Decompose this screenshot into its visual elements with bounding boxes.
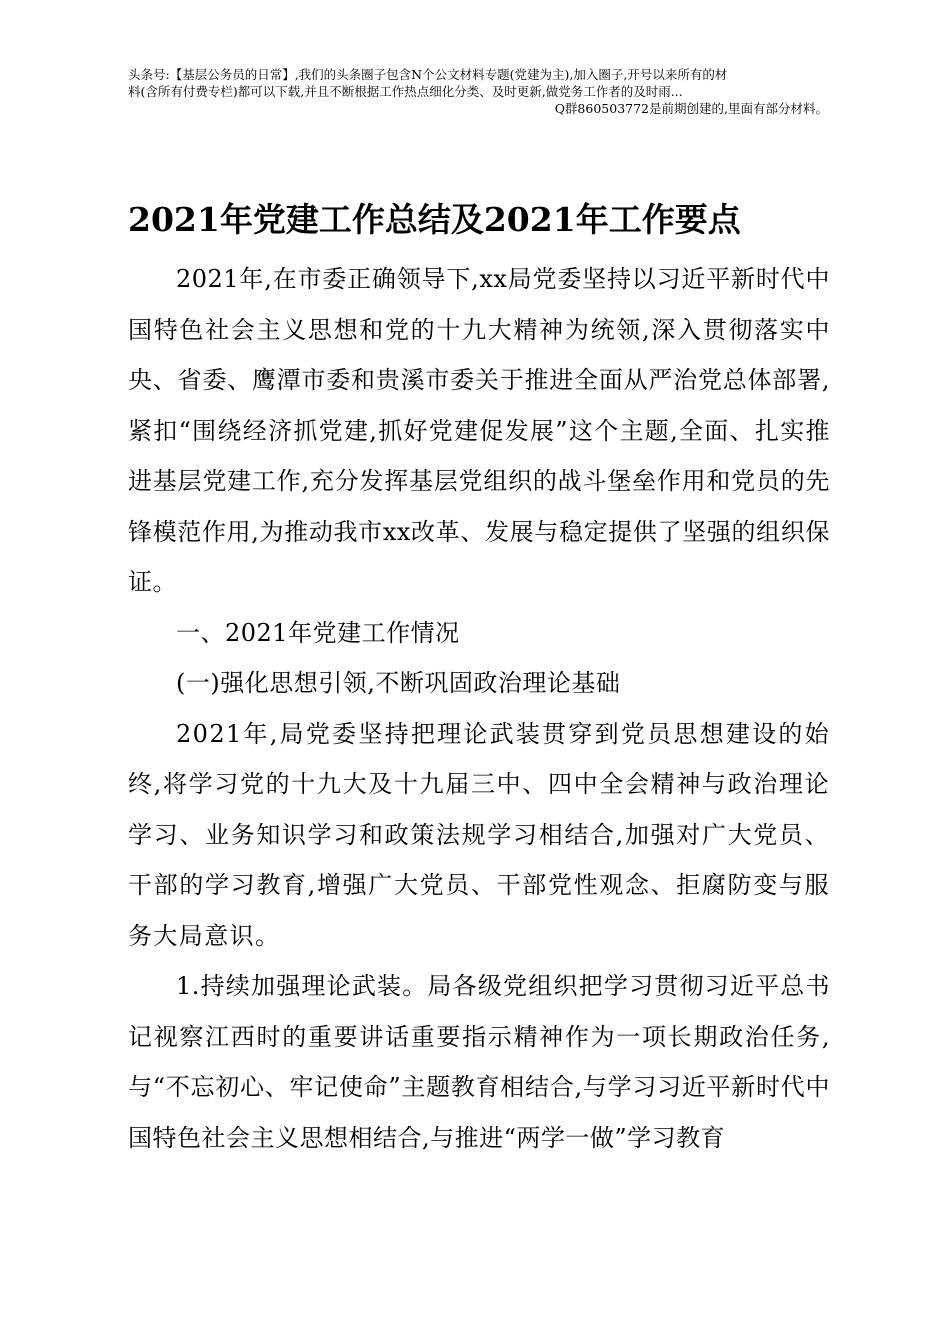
header-note-line-2: 料(含所有付费专栏)都可以下载,并且不断根据工作热点细化分类、及时更新,做党务工作者的及时雨... bbox=[128, 84, 683, 99]
paragraph-thought-leadership: 2021年,局党委坚持把理论武装贯穿到党员思想建设的始终,将学习党的十九大及十九届三中、四中全会精神与政治理论学习、业务知识学习和政策法规学习相结合,加强对广大党员、干部的学习教育,增强广大党员、干部党性观念、拒腐防变与服务大局意识。 bbox=[128, 719, 830, 950]
paragraph-theory-study: 1.持续加强理论武装。局各级党组织把学习贯彻习近平总书记视察江西时的重要讲话重要指示精神作为一项长期政治任务,与“不忘初心、牢记使命”主题教育相结合,与学习习近平新时代中国特色社会主义思想相结合,与推进“两学一做”学习教育 bbox=[128, 972, 830, 1152]
section-heading-1: 一、2021年党建工作情况 bbox=[176, 618, 460, 647]
header-note-line-1: 头条号:【基层公务员的日常】,我们的头条圈子包含N个公文材料专题(党建为主),加入圈子,开号以来所有的材 bbox=[128, 67, 728, 82]
header-note-line-3: Q群860503772是前期创建的,里面有部分材料。 bbox=[554, 101, 828, 116]
document-body bbox=[128, 254, 830, 1163]
subsection-heading-1: (一)强化思想引领,不断巩固政治理论基础 bbox=[176, 669, 621, 697]
header-note bbox=[128, 66, 828, 117]
document-title: 2021年党建工作总结及2021年工作要点 bbox=[128, 200, 741, 239]
paragraph-intro: 2021年,在市委正确领导下,xx局党委坚持以习近平新时代中国特色社会主义思想和党的十九大精神为统领,深入贯彻落实中央、省委、鹰潭市委和贵溪市委关于推进全面从严治党总体部署,紧扣“围绕经济抓党建,抓好党建促发展”这个主题,全面、扎实推进基层党建工作,充分发挥基层党组织的战斗堡垒作用和党员的先锋模范作用,为推动我市xx改革、发展与稳定提供了坚强的组织保证。 bbox=[128, 265, 830, 596]
